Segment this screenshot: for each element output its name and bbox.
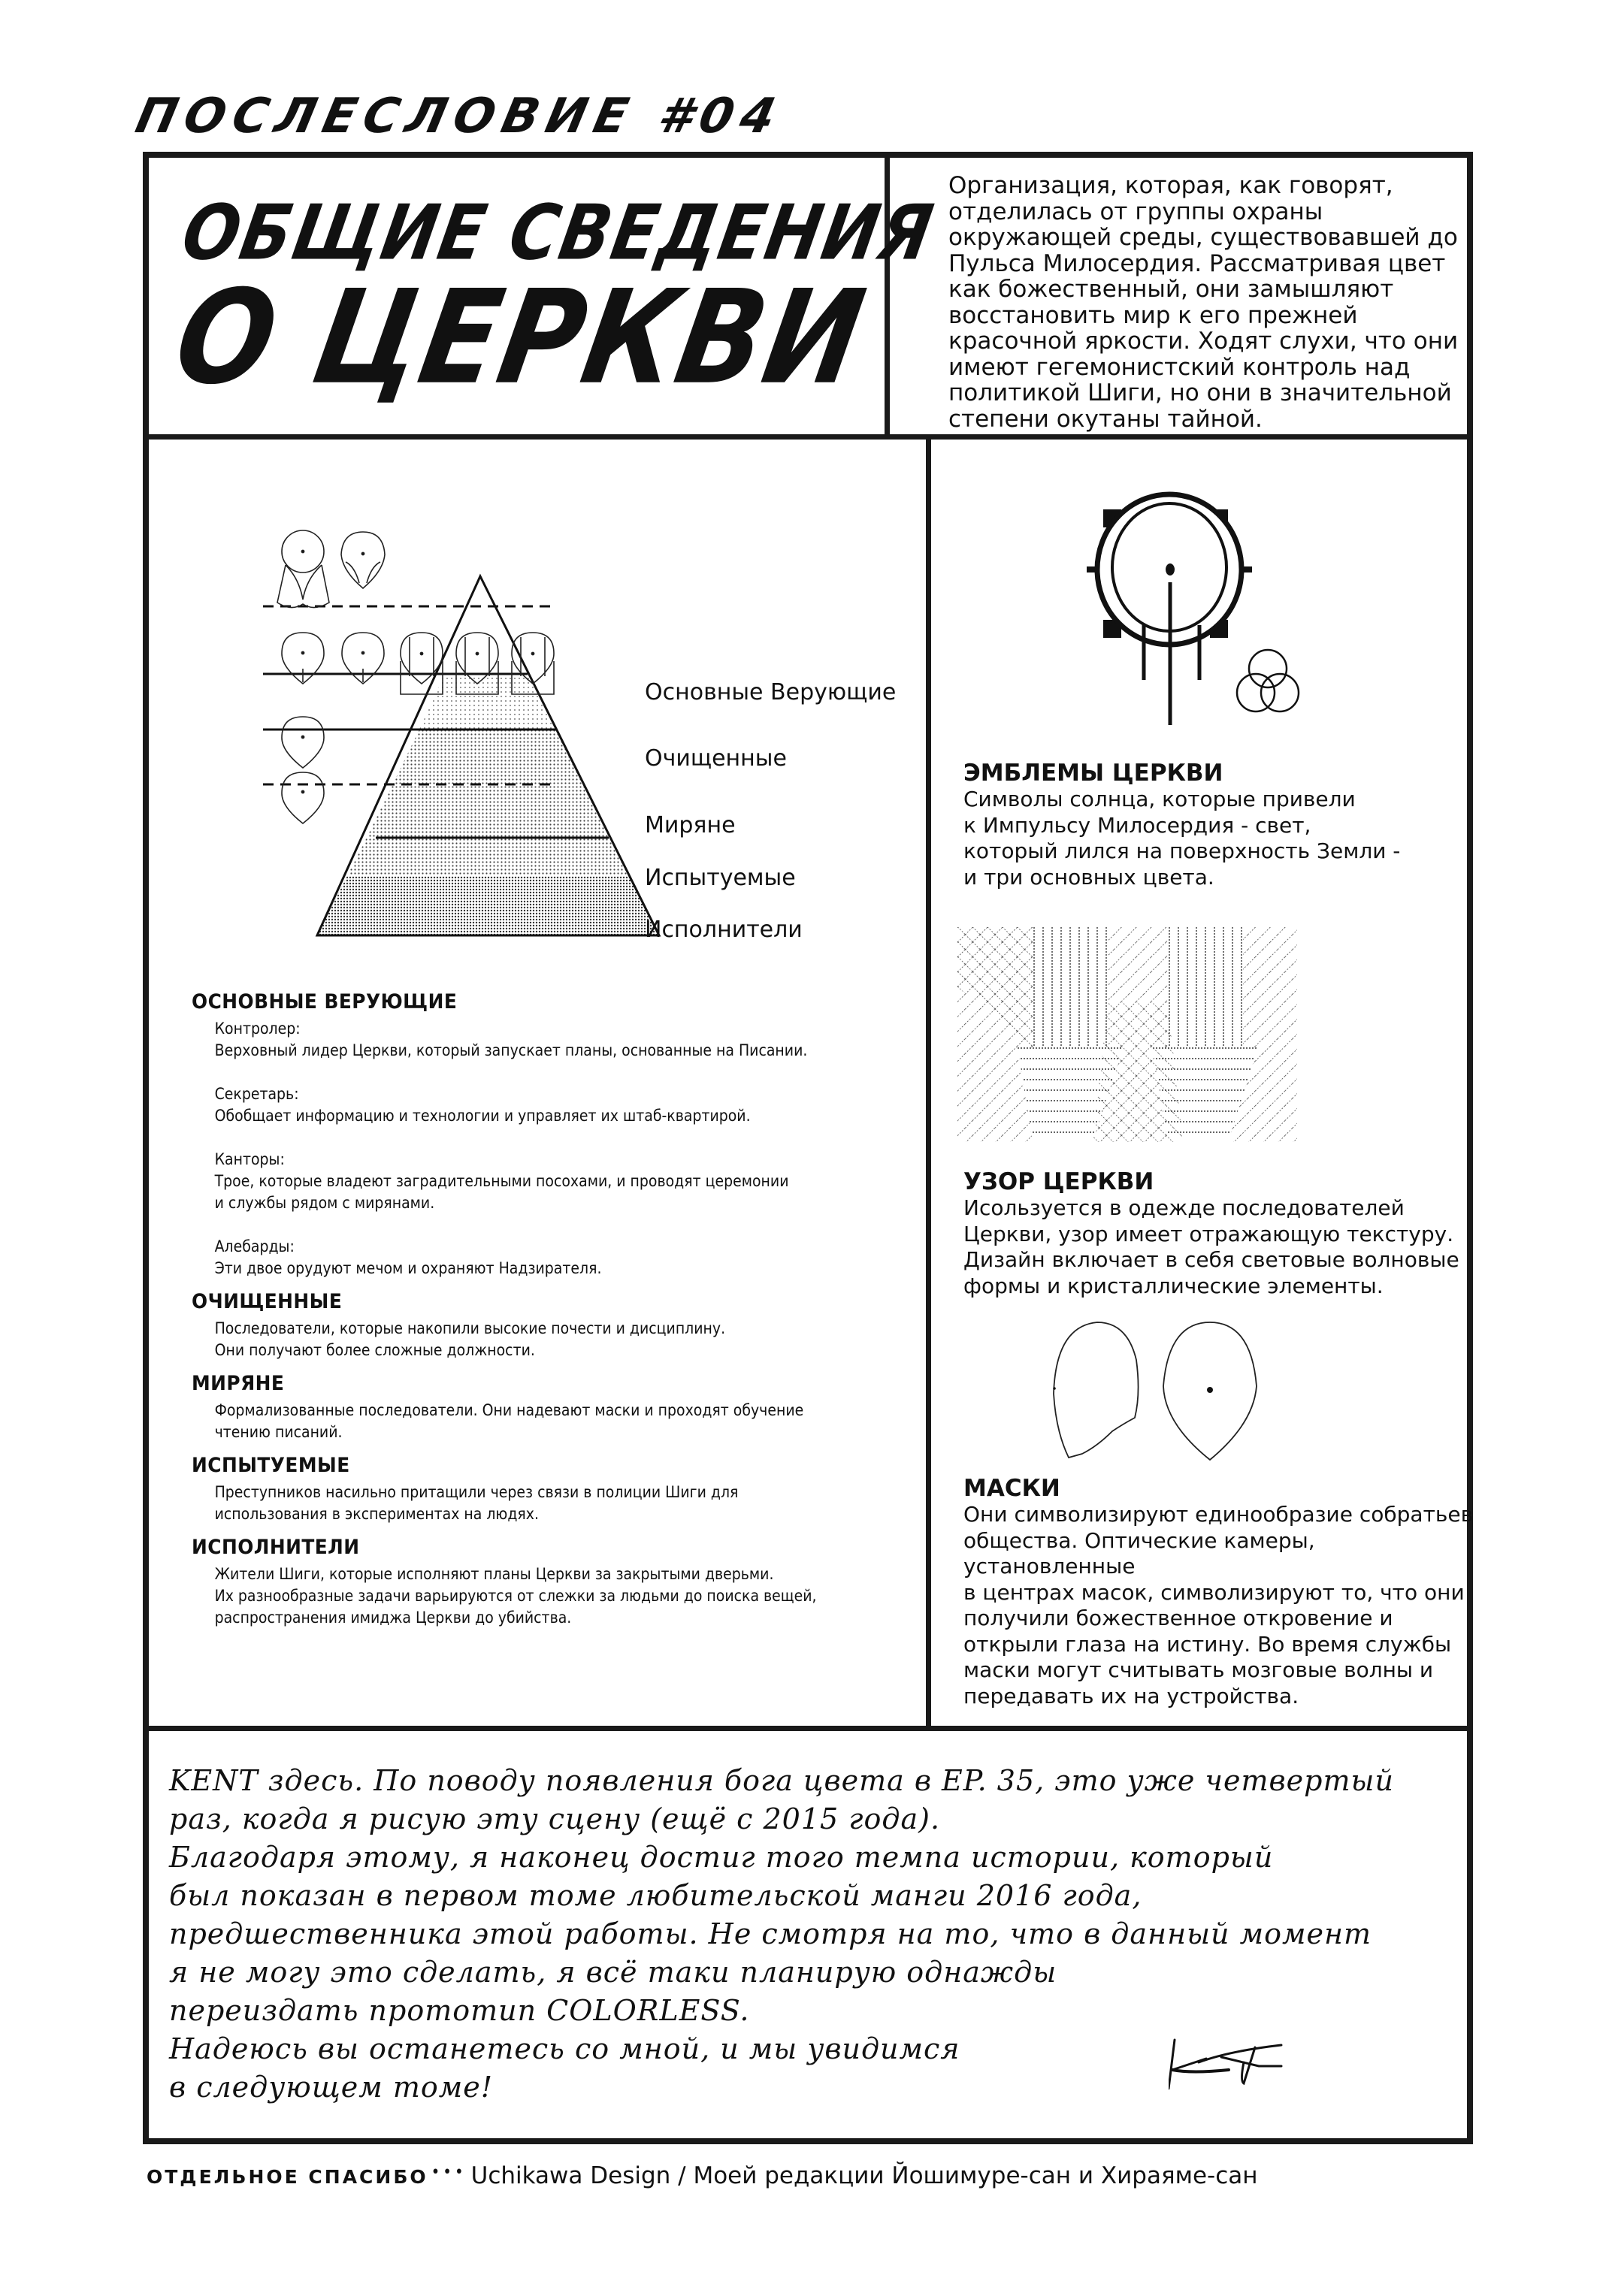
credits-text: Uchikawa Design / Моей редакции Йошимуре-сан и Хираяме-сан [470, 2162, 1258, 2189]
role-desc: Обобщает информацию и технологии и управляет их штаб-квартирой. [214, 1107, 751, 1125]
rank-desc: Они получают более сложные должности. [214, 1341, 535, 1359]
role-desc: Трое, которые владеют заградительными посохами, и проводят церемонии [214, 1172, 789, 1190]
author-signature-icon [1169, 2036, 1311, 2096]
masks-section [963, 1475, 1474, 1709]
rank-heading: ИСПОЛНИТЕЛИ [192, 1536, 360, 1559]
rank-heading: ИСПЫТУЕМЫЕ [192, 1454, 350, 1477]
masks-text: Они символизируют единообразие собратьев общества. Оптические камеры, установленные в центрах масок, символизируют то, что они получили божественное откровение и открыли глаза на истину. Во время службы маски могут считывать мозговые волны и передавать их на устройства. [963, 1502, 1474, 1708]
author-note: KENT здесь. По поводу появления бога цвета в EP. 35, это уже четвертый раз, когда я рисую эту сцену (ещё с 2015 года). Благодаря этому, я наконец достиг того темпа истории, который был показан в первом томе любительской манги 2016 года, предшественника этой работы. Не смотря на то, что в данный момент я не могу это сделать, я всё таки планирую однажды переиздать прототип COLORLESS. Надеюсь вы останетесь со мной, и мы увидимся в следующем томе! [169, 1764, 1394, 2104]
masks-heading: МАСКИ [963, 1475, 1060, 1502]
afterword-label: ПОСЛЕСЛОВИЕ #04 [131, 89, 788, 144]
rank-executors [192, 1536, 913, 1629]
church-emblem-icon [1052, 481, 1338, 736]
role-desc: и службы рядом с мирянами. [214, 1194, 435, 1212]
pattern-text: Исользуется в одежде последователей Церкви, узор имеет отражающую текстуру. Дизайн включает в себя световые волновые формы и кристаллические элементы. [963, 1195, 1459, 1298]
rank-descriptions [192, 990, 913, 1639]
special-thanks [147, 2162, 1258, 2189]
rank-heading: МИРЯНЕ [192, 1372, 285, 1395]
emblems-section [963, 760, 1474, 890]
role-name: Секретарь: [214, 1085, 299, 1103]
tier-label-purified: Очищенные [645, 745, 787, 772]
role-secretary [215, 1083, 925, 1127]
rank-desc: Жители Шиги, которые исполняют планы Церкви за закрытыми дверьми. [214, 1565, 774, 1583]
rank-heading: ОЧИЩЕННЫЕ [192, 1290, 343, 1313]
pattern-heading: УЗОР ЦЕРКВИ [963, 1168, 1154, 1195]
rank-desc: использования в экспериментах на людях. [214, 1505, 539, 1523]
rank-desc: распространения имиджа Церкви до убийства. [214, 1609, 572, 1627]
header-row-divider [143, 434, 1473, 440]
emblems-heading: ЭМБЛЕМЫ ЦЕРКВИ [963, 760, 1223, 787]
page-title-line2: О ЦЕРКВИ [165, 263, 876, 414]
role-name: Канторы: [214, 1150, 285, 1168]
rank-desc: чтению писаний. [214, 1423, 343, 1441]
tier-label-core-believers: Основные Верующие [645, 679, 897, 705]
hierarchy-diagram [256, 518, 932, 999]
frame-right [1467, 152, 1473, 2144]
rank-subjects [192, 1454, 913, 1525]
three-circles-icon [1237, 650, 1299, 711]
rank-purified [192, 1290, 913, 1361]
rank-laity [192, 1372, 913, 1443]
role-name: Алебарды: [214, 1237, 295, 1255]
emblems-text: Символы солнца, которые привели к Импульсу Милосердия - свет, который лился на поверхность Земли - и три основных цвета. [963, 787, 1401, 890]
role-cantors [215, 1149, 925, 1214]
side-mask-icon [1054, 1322, 1139, 1458]
rank-heading: ОСНОВНЫЕ ВЕРУЮЩИЕ [192, 990, 458, 1014]
page-title-line1: ОБЩИЕ СВЕДЕНИЯ [176, 188, 941, 277]
role-desc: Эти двое орудуют мечом и охраняют Надзирателя. [214, 1259, 602, 1277]
intro-paragraph: Организация, которая, как говорят, отделилась от группы охраны окружающей среды, существовавшей до Пульса Милосердия. Рассматривая цвет как божественный, они замышляют восстановить мир к его прежней красочной яркости. Ходят слухи, что они имеют гегемонистский контроль над политикой Шиги, но они в значительной степени окутаны тайной. [948, 172, 1459, 433]
role-name: Контролер: [214, 1020, 301, 1038]
rank-desc: Преступников насильно притащили через связи в полиции Шиги для [214, 1483, 739, 1501]
tier-label-executors: Исполнители [645, 917, 803, 943]
masks-illustration [1052, 1319, 1293, 1469]
pyramid-icon [256, 518, 932, 999]
role-desc: Верховный лидер Церкви, который запускает планы, основанные на Писании. [214, 1041, 808, 1059]
rank-desc: Формализованные последователи. Они надевают маски и проходят обучение [214, 1401, 804, 1419]
pattern-section [963, 1168, 1474, 1299]
rank-desc: Их разнообразные задачи варьируются от слежки за людьми до поиска вещей, [214, 1587, 817, 1605]
frame-left [143, 152, 149, 2144]
frame-bottom [143, 2138, 1473, 2144]
tier-label-subjects: Испытуемые [645, 865, 796, 891]
church-pattern-swatch [957, 927, 1297, 1142]
middle-row-divider [143, 1726, 1473, 1731]
role-halberds [215, 1236, 925, 1279]
role-controller [215, 1018, 925, 1062]
credits-label: ОТДЕЛЬНОЕ СПАСИБО [147, 2166, 428, 2188]
frame-top [143, 152, 1473, 158]
rank-desc: Последователи, которые накопили высокие почести и дисциплину. [214, 1319, 726, 1337]
rank-core-believers [192, 990, 913, 1279]
credits-dots: ••• [431, 2163, 467, 2182]
tier-label-laity: Миряне [645, 812, 736, 838]
